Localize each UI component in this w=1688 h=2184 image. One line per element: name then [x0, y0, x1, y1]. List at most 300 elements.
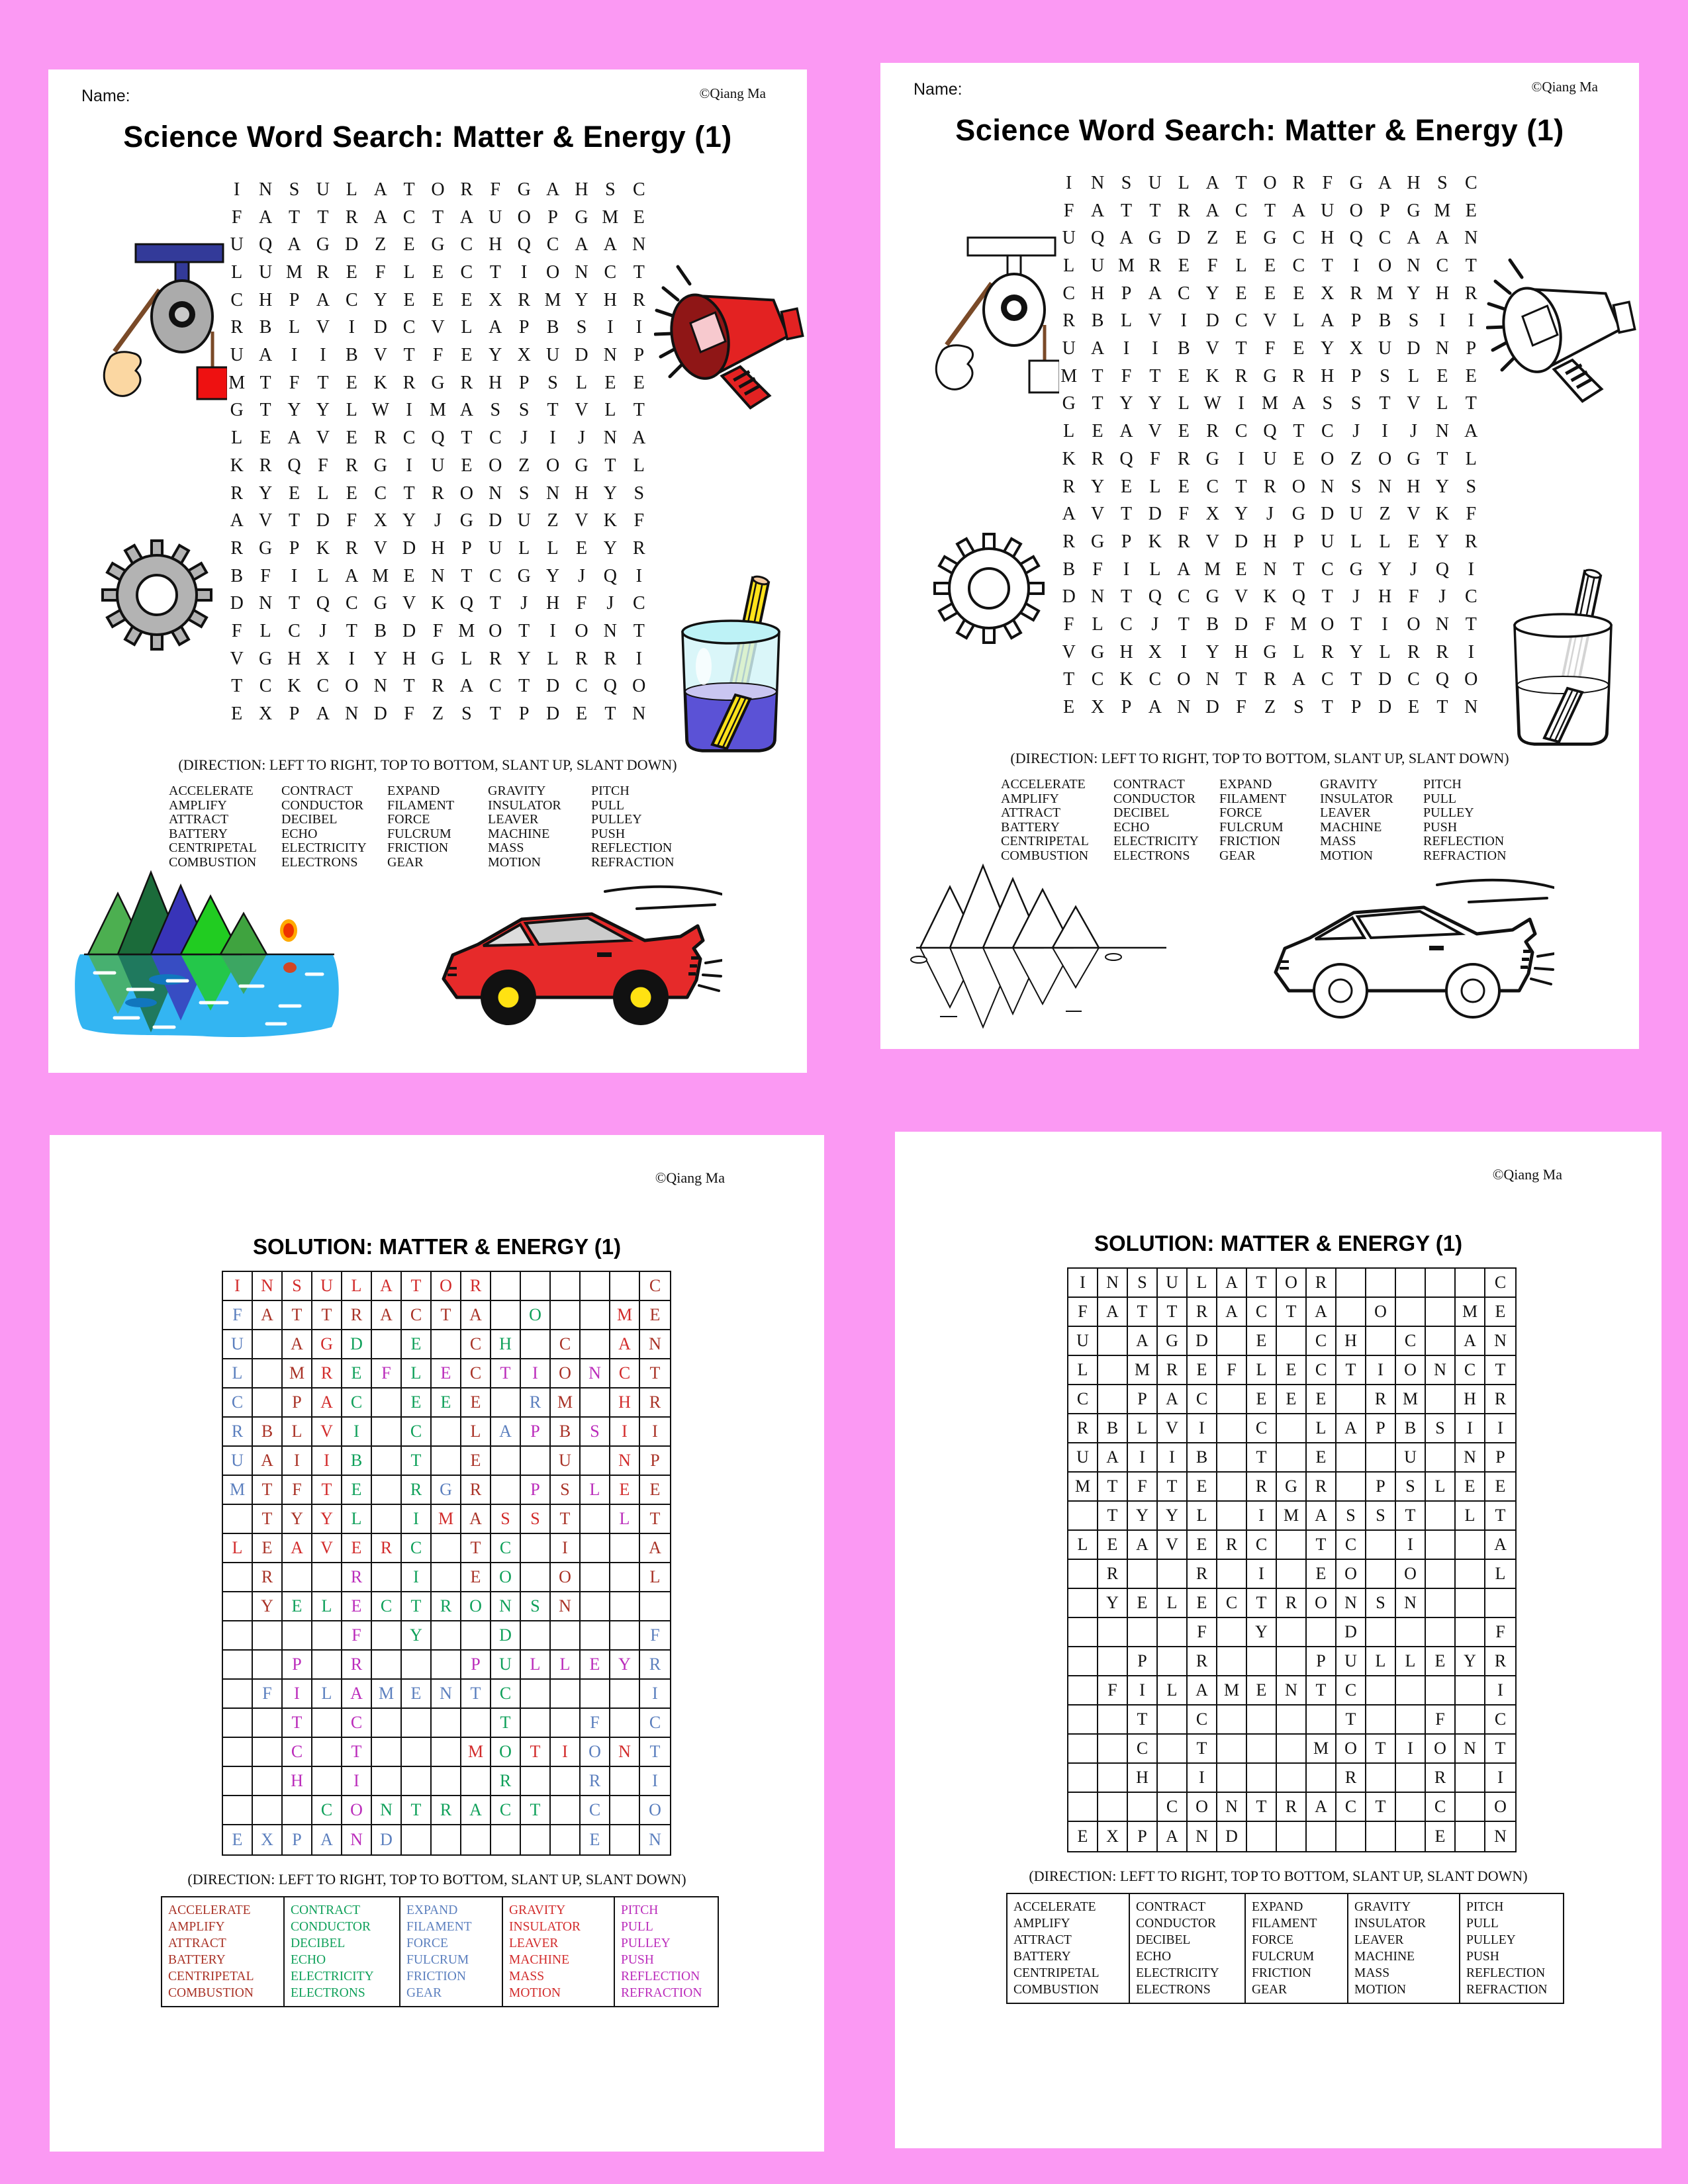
- solution-cell: [1247, 1764, 1277, 1793]
- solution-cell: Y: [1247, 1618, 1277, 1647]
- solution-cell: S: [521, 1505, 551, 1534]
- solution-cell: [581, 1447, 610, 1476]
- solution-word-item: EXPAND: [1252, 1900, 1303, 1914]
- grid-letter: C: [1206, 476, 1219, 497]
- word-list-item: INSULATOR: [488, 797, 561, 813]
- solution-cell: [372, 1418, 402, 1447]
- grid-letter: V: [575, 510, 588, 531]
- solution-cell: C: [461, 1359, 491, 1388]
- solution-cell: L: [1366, 1647, 1396, 1676]
- grid-letter: T: [489, 593, 501, 614]
- solution-cell: [1068, 1647, 1098, 1676]
- grid-letter: R: [1292, 172, 1305, 193]
- grid-letter: X: [1090, 697, 1105, 718]
- solution-cell: [491, 1825, 521, 1854]
- solution-cell: T: [491, 1359, 521, 1388]
- solution-cell: U: [1396, 1443, 1426, 1473]
- word-list-item: EXPAND: [1219, 777, 1272, 792]
- grid-letter: P: [1121, 531, 1132, 552]
- grid-letter: Y: [575, 289, 588, 310]
- solution-cell: O: [1188, 1793, 1217, 1822]
- solution-cell: A: [1307, 1298, 1336, 1327]
- grid-letter: C: [288, 621, 301, 642]
- word-list-column: [1423, 778, 1507, 863]
- solution-cell: M: [1128, 1356, 1158, 1385]
- grid-letter: N: [1464, 697, 1478, 718]
- solution-cell: R: [1068, 1414, 1098, 1443]
- solution-cell: T: [1366, 1735, 1396, 1764]
- solution-cell: C: [402, 1418, 432, 1447]
- solution-cell: [1366, 1706, 1396, 1735]
- grid-letter: H: [489, 372, 502, 393]
- word-list-item: CONDUCTOR: [1113, 791, 1196, 806]
- solution-cell: O: [1277, 1269, 1307, 1298]
- grid-letter: R: [1235, 365, 1248, 387]
- grid-letter: P: [518, 372, 530, 393]
- solution-cell: E: [461, 1388, 491, 1418]
- solution-cell: T: [521, 1796, 551, 1825]
- grid-letter: J: [1438, 586, 1446, 608]
- grid-letter: G: [1349, 559, 1363, 580]
- word-list-item: FORCE: [1219, 805, 1262, 820]
- solution-cell: A: [342, 1680, 372, 1709]
- grid-letter: I: [1123, 559, 1130, 580]
- word-list-item: INSULATOR: [1320, 791, 1393, 806]
- solution-cell: A: [610, 1330, 640, 1359]
- grid-letter: A: [1321, 310, 1335, 332]
- grid-letter: N: [1177, 697, 1191, 718]
- solution-cell: C: [640, 1709, 670, 1738]
- gear-icon: [100, 538, 214, 652]
- solution-cell: S: [1336, 1502, 1366, 1531]
- word-list-column: [169, 784, 257, 870]
- solution-cell: R: [1188, 1560, 1217, 1589]
- solution-cell: [1396, 1269, 1426, 1298]
- solution-cell: E: [223, 1825, 253, 1854]
- page-title: Science Word Search: Matter & Energy (1): [955, 113, 1564, 147]
- grid-letter: G: [1062, 393, 1076, 414]
- grid-letter: T: [1092, 365, 1103, 387]
- solution-word-item: AMPLIFY: [1013, 1917, 1070, 1931]
- solution-cell: A: [1217, 1298, 1247, 1327]
- solution-cell: L: [342, 1272, 372, 1301]
- word-list-item: CONTRACT: [281, 784, 353, 798]
- solution-cell: A: [1128, 1531, 1158, 1560]
- grid-letter: A: [287, 428, 301, 449]
- solution-cell: L: [581, 1476, 610, 1505]
- grid-letter: L: [346, 400, 357, 421]
- solution-cell: R: [1098, 1560, 1128, 1589]
- grid-letter: U: [230, 234, 244, 255]
- grid-letter: Y: [517, 648, 531, 669]
- solution-cell: [1158, 1618, 1188, 1647]
- solution-cell: C: [283, 1738, 312, 1767]
- solution-cell: C: [1336, 1676, 1366, 1706]
- grid-letter: N: [603, 428, 617, 449]
- grid-letter: Y: [1234, 504, 1248, 525]
- grid-letter: C: [345, 289, 358, 310]
- solution-cell: R: [253, 1563, 283, 1592]
- solution-cell: [312, 1738, 342, 1767]
- solution-cell: V: [1158, 1414, 1188, 1443]
- solution-cell: R: [1158, 1356, 1188, 1385]
- solution-cell: [461, 1621, 491, 1651]
- grid-letter: E: [288, 482, 301, 504]
- grid-letter: I: [1382, 614, 1388, 635]
- solution-cell: N: [640, 1330, 670, 1359]
- grid-letter: E: [346, 372, 357, 393]
- solution-cell: C: [1336, 1531, 1366, 1560]
- grid-letter: P: [1350, 697, 1362, 718]
- solution-cell: [1366, 1327, 1396, 1356]
- solution-cell: Y: [1456, 1647, 1485, 1676]
- solution-cell: T: [1158, 1473, 1188, 1502]
- grid-letter: L: [575, 372, 588, 393]
- solution-word-item: CENTRIPETAL: [1013, 1966, 1100, 1980]
- solution-cell: C: [1247, 1298, 1277, 1327]
- puzzle-page-bw: [880, 63, 1639, 1049]
- grid-letter: E: [346, 482, 357, 504]
- grid-letter: E: [1407, 697, 1420, 718]
- solution-cell: T: [1336, 1706, 1366, 1735]
- solution-cell: M: [372, 1680, 402, 1709]
- grid-letter: X: [1205, 504, 1219, 525]
- grid-letter: G: [373, 593, 387, 614]
- word-list-item: ACCELERATE: [1001, 777, 1086, 792]
- grid-letter: P: [1293, 531, 1304, 552]
- solution-cell: V: [312, 1418, 342, 1447]
- grid-letter: T: [604, 704, 616, 725]
- grid-letter: K: [1148, 531, 1162, 552]
- grid-letter: C: [402, 206, 416, 228]
- word-list-item: FORCE: [387, 812, 430, 827]
- word-list-item: DECIBEL: [1113, 805, 1170, 820]
- solution-cell: C: [1188, 1385, 1217, 1414]
- solution-cell: H: [283, 1767, 312, 1796]
- grid-letter: T: [1235, 669, 1247, 690]
- grid-letter: T: [1235, 172, 1247, 193]
- grid-letter: F: [375, 261, 386, 283]
- solution-cell: [521, 1563, 551, 1592]
- sports-car-icon: [434, 878, 722, 1027]
- solution-word-item: FRICTION: [1252, 1966, 1311, 1980]
- solution-word-item: CONDUCTOR: [291, 1920, 371, 1934]
- grid-letter: C: [259, 676, 272, 697]
- grid-letter: Z: [547, 510, 559, 531]
- grid-letter: S: [1408, 310, 1419, 332]
- grid-letter: R: [575, 648, 588, 669]
- grid-letter: R: [230, 482, 244, 504]
- solution-cell: E: [1277, 1356, 1307, 1385]
- grid-letter: E: [259, 428, 271, 449]
- solution-cell: Y: [610, 1651, 640, 1680]
- grid-letter: E: [461, 345, 473, 366]
- grid-letter: L: [1063, 421, 1075, 442]
- solution-cell: A: [1336, 1414, 1366, 1443]
- solution-cell: X: [1098, 1822, 1128, 1851]
- solution-cell: [372, 1330, 402, 1359]
- gear-icon: [932, 531, 1046, 645]
- grid-letter: C: [1292, 255, 1305, 276]
- solution-cell: [1456, 1589, 1485, 1618]
- grid-letter: T: [1350, 669, 1362, 690]
- grid-letter: K: [287, 676, 301, 697]
- solution-cell: [402, 1825, 432, 1854]
- solution-cell: E: [402, 1330, 432, 1359]
- grid-letter: I: [1468, 559, 1474, 580]
- solution-cell: N: [649, 1830, 661, 1849]
- word-list-item: ELECTRONS: [1113, 848, 1190, 863]
- solution-cell: T: [1485, 1502, 1515, 1531]
- grid-letter: S: [1121, 172, 1132, 193]
- solution-cell: T: [1247, 1269, 1277, 1298]
- solution-cell: [581, 1272, 610, 1301]
- grid-letter: A: [1205, 172, 1219, 193]
- grid-letter: R: [259, 455, 272, 476]
- solution-cell: A: [1098, 1298, 1128, 1327]
- solution-cell: P: [1128, 1822, 1158, 1851]
- solution-word-item: FRICTION: [406, 1970, 466, 1983]
- grid-letter: R: [316, 261, 330, 283]
- solution-cell: L: [1188, 1502, 1217, 1531]
- solution-cell: I: [1158, 1443, 1188, 1473]
- grid-letter: G: [316, 234, 330, 255]
- grid-letter: T: [1436, 697, 1448, 718]
- solution-cell: P: [1307, 1647, 1336, 1676]
- solution-word-item: INSULATOR: [1354, 1917, 1426, 1931]
- solution-cell: R: [223, 1418, 253, 1447]
- grid-letter: X: [373, 510, 387, 531]
- solution-cell: T: [283, 1301, 312, 1330]
- grid-letter: P: [1121, 697, 1132, 718]
- word-list-item: MACHINE: [488, 826, 550, 841]
- grid-letter: A: [1464, 421, 1478, 442]
- solution-cell: [491, 1272, 521, 1301]
- grid-letter: A: [489, 317, 502, 338]
- solution-cell: [312, 1709, 342, 1738]
- solution-cell: [521, 1767, 551, 1796]
- solution-cell: [1366, 1822, 1396, 1851]
- solution-cell: P: [1366, 1414, 1396, 1443]
- grid-letter: D: [373, 317, 387, 338]
- solution-cell: R: [1366, 1385, 1396, 1414]
- grid-letter: C: [1436, 255, 1449, 276]
- solution-cell: A: [1217, 1269, 1247, 1298]
- solution-cell: T: [1188, 1735, 1217, 1764]
- solution-cell: P: [1366, 1473, 1396, 1502]
- grid-letter: R: [374, 428, 387, 449]
- solution-cell: L: [1128, 1414, 1158, 1443]
- grid-letter: F: [231, 206, 242, 228]
- solution-cell: T: [402, 1272, 432, 1301]
- grid-letter: D: [1062, 586, 1076, 608]
- solution-cell: N: [1456, 1735, 1485, 1764]
- solution-cell: T: [402, 1447, 432, 1476]
- solution-cell: R: [372, 1534, 402, 1563]
- grid-letter: Y: [1205, 283, 1219, 304]
- solution-cell: [491, 1447, 521, 1476]
- copyright-label: ©Qiang Ma: [655, 1169, 725, 1186]
- grid-letter: P: [518, 317, 530, 338]
- grid-letter: T: [1321, 586, 1333, 608]
- pulley-icon: [933, 234, 1059, 399]
- grid-letter: A: [316, 289, 330, 310]
- grid-letter: P: [518, 704, 530, 725]
- grid-letter: D: [575, 345, 588, 366]
- solution-cell: [491, 1301, 521, 1330]
- grid-letter: U: [1062, 228, 1076, 249]
- solution-cell: A: [253, 1447, 283, 1476]
- grid-letter: V: [1148, 421, 1162, 442]
- grid-letter: S: [1466, 476, 1477, 497]
- solution-cell: [1336, 1822, 1366, 1851]
- solution-cell: P: [521, 1476, 551, 1505]
- solution-cell: [402, 1738, 432, 1767]
- grid-letter: L: [1293, 641, 1305, 662]
- solution-cell: [432, 1709, 461, 1738]
- solution-cell: [1098, 1647, 1128, 1676]
- solution-word-item: PULL: [1466, 1917, 1499, 1931]
- grid-letter: N: [1263, 559, 1277, 580]
- solution-cell: C: [372, 1592, 402, 1621]
- grid-letter: N: [373, 676, 387, 697]
- word-list-item: PULLEY: [1423, 805, 1474, 820]
- grid-letter: T: [489, 261, 501, 283]
- solution-cell: I: [640, 1680, 670, 1709]
- grid-letter: Y: [1407, 283, 1421, 304]
- solution-cell: [581, 1301, 610, 1330]
- grid-letter: I: [635, 648, 642, 669]
- grid-letter: S: [605, 179, 616, 200]
- solution-cell: G: [1277, 1473, 1307, 1502]
- solution-cell: P: [521, 1418, 551, 1447]
- solution-cell: [610, 1592, 640, 1621]
- solution-cell: T: [1247, 1793, 1277, 1822]
- grid-letter: H: [545, 593, 560, 614]
- grid-letter: P: [1466, 338, 1477, 359]
- word-list-item: ELECTRONS: [281, 854, 358, 870]
- solution-cell: [1098, 1793, 1128, 1822]
- solution-cell: [1277, 1414, 1307, 1443]
- solution-cell: N: [551, 1592, 581, 1621]
- grid-letter: O: [1407, 614, 1421, 635]
- grid-letter: Z: [518, 455, 530, 476]
- solution-cell: R: [1485, 1385, 1515, 1414]
- solution-word-column: [503, 1897, 615, 2006]
- solution-cell: [432, 1767, 461, 1796]
- solution-cell: R: [1188, 1647, 1217, 1676]
- grid-letter: A: [603, 234, 617, 255]
- glass-refraction-icon: [676, 574, 785, 758]
- solution-cell: [402, 1651, 432, 1680]
- solution-cell: [1366, 1676, 1396, 1706]
- grid-letter: D: [1205, 310, 1219, 332]
- grid-letter: G: [1407, 448, 1421, 469]
- grid-letter: C: [1464, 172, 1477, 193]
- word-list-item: MOTION: [488, 854, 541, 870]
- solution-cell: [551, 1301, 581, 1330]
- grid-letter: T: [317, 372, 329, 393]
- grid-letter: A: [258, 206, 273, 228]
- grid-letter: L: [1063, 255, 1075, 276]
- solution-cell: M: [1068, 1473, 1098, 1502]
- solution-word-item: BATTERY: [168, 1953, 226, 1967]
- solution-word-item: REFLECTION: [621, 1970, 700, 1983]
- grid-letter: Y: [603, 537, 617, 559]
- solution-cell: [1098, 1735, 1128, 1764]
- grid-letter: G: [459, 510, 473, 531]
- solution-word-column: [162, 1897, 285, 2006]
- solution-cell: C: [491, 1796, 521, 1825]
- solution-cell: [253, 1709, 283, 1738]
- solution-cell: C: [1217, 1589, 1247, 1618]
- solution-word-table: [1006, 1893, 1564, 2004]
- grid-letter: K: [1205, 365, 1219, 387]
- grid-letter: R: [345, 206, 358, 228]
- grid-letter: T: [1264, 200, 1276, 221]
- sports-car-icon: [1266, 872, 1554, 1021]
- grid-letter: R: [230, 537, 244, 559]
- solution-cell: [1068, 1764, 1098, 1793]
- solution-cell: I: [610, 1418, 640, 1447]
- grid-letter: C: [1235, 200, 1248, 221]
- solution-cell: L: [551, 1651, 581, 1680]
- grid-letter: P: [1350, 310, 1362, 332]
- solution-cell: P: [283, 1651, 312, 1680]
- solution-word-item: GEAR: [406, 1986, 442, 2000]
- solution-cell: [1426, 1531, 1456, 1560]
- solution-cell: D: [342, 1330, 372, 1359]
- solution-cell: O: [491, 1738, 521, 1767]
- solution-cell: M: [1217, 1676, 1247, 1706]
- solution-cell: [1366, 1764, 1396, 1793]
- solution-cell: [253, 1621, 283, 1651]
- solution-cell: D: [1336, 1618, 1366, 1647]
- solution-cell: F: [1217, 1356, 1247, 1385]
- solution-cell: [1426, 1385, 1456, 1414]
- solution-word-item: PULL: [621, 1920, 653, 1934]
- grid-letter: A: [1407, 228, 1421, 249]
- solution-cell: D: [491, 1621, 521, 1651]
- solution-cell: [1068, 1735, 1098, 1764]
- grid-letter: M: [286, 261, 303, 283]
- grid-letter: O: [1378, 448, 1392, 469]
- grid-letter: E: [1235, 559, 1247, 580]
- solution-cell: [1396, 1822, 1426, 1851]
- solution-cell: [432, 1825, 461, 1854]
- solution-cell: [610, 1563, 640, 1592]
- solution-cell: L: [312, 1592, 342, 1621]
- solution-cell: [640, 1592, 670, 1621]
- solution-cell: D: [372, 1825, 402, 1854]
- grid-letter: V: [258, 510, 273, 531]
- grid-letter: S: [1350, 476, 1362, 497]
- grid-letter: H: [402, 648, 416, 669]
- solution-word-column: [1130, 1894, 1246, 2003]
- grid-letter: W: [371, 400, 389, 421]
- grid-letter: V: [316, 317, 330, 338]
- solution-cell: C: [461, 1330, 491, 1359]
- grid-letter: N: [1321, 476, 1335, 497]
- solution-cell: I: [402, 1563, 432, 1592]
- solution-cell: [1247, 1822, 1277, 1851]
- solution-cell: I: [1188, 1764, 1217, 1793]
- grid-letter: N: [575, 261, 588, 283]
- solution-cell: U: [491, 1651, 521, 1680]
- solution-cell: [1247, 1706, 1277, 1735]
- grid-letter: O: [1378, 255, 1392, 276]
- grid-letter: T: [1120, 200, 1133, 221]
